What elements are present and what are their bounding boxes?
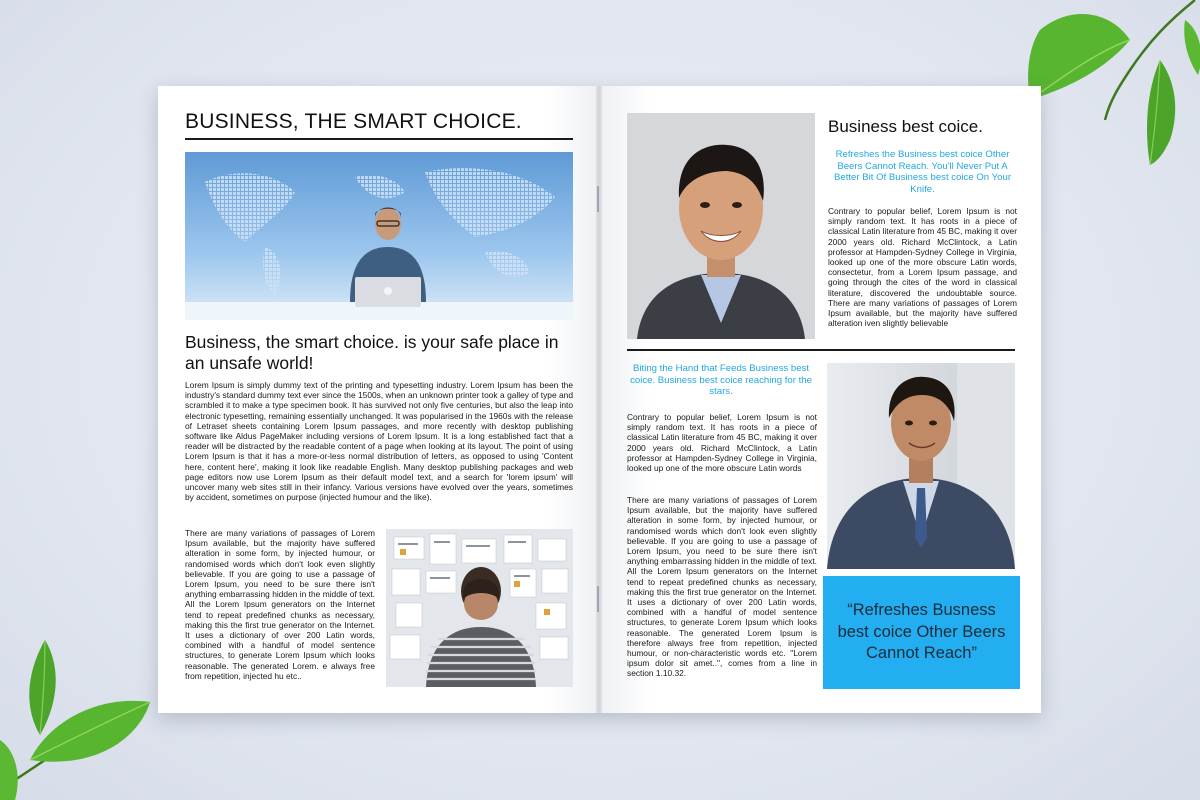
left-page	[158, 86, 599, 713]
body-paragraph-3: There are many variations of passages of Lorem Ipsum available, but the majority have suffered alteration in some form, by injected humour, or randomised words which don't look even slightly believable. If you are going to use a passage of Lorem Ipsum, you need to be sure there isn't anything embarrassing hidden in the middle of text. All the Lorem Ipsum generators on the Internet tend to repeat predefined chunks as necessary, making this the first true generator on the Internet. It uses a dictionary of over 200 Latin words, combined with a handful of model sentence structures, to generate Lorem Ipsum which looks reasonable. The generated Lorem Ipsum is therefore always free from repetition, injected humour, or non-characteristic words etc. "Lorem ipsum dolor sit amet..", comes from a line in section 1.10.32.	[627, 495, 817, 679]
page-spine	[596, 86, 602, 713]
intro-paragraph: Lorem Ipsum is simply dummy text of the printing and typesetting industry. Lorem Ipsum has been the industry's standard dummy text ever since the 1500s, when an unknown printer took a galley of type and scrambled it to make a type specimen book. It has survived not only five centuries, but also the leap into electronic typesetting, remaining essentially unchanged. It was popularised in the 1960s with the release of Letraset sheets containing Lorem Ipsum passages, and more recently with desktop publishing software like Aldus PageMaker including versions of Lorem Ipsum. It is a long established fact that a reader will be distracted by the readable content of a page when looking at its layout. The point of using Lorem Ipsum is that it has a more-or-less normal distribution of letters, as opposed to using 'Content here, content here', making it look like readable English. Many desktop publishing packages and web page editors now use Lorem Ipsum as their default model text, and a search for 'lorem ipsum' will uncover many web sites still in their infancy. Various versions have evolved over the years, sometimes by accident, sometimes on purpose (injected humour and the like).	[185, 380, 573, 503]
section-subheading: Business, the smart choice. is your safe place in an unsafe world!	[185, 332, 559, 373]
portrait-businessman-suit	[827, 363, 1015, 569]
staple-top	[597, 186, 599, 212]
hero-image-businessman-laptop	[185, 152, 573, 320]
magazine-spread	[158, 86, 1041, 713]
page-title: BUSINESS, THE SMART CHOICE.	[185, 110, 522, 133]
pull-quote-box: “Refreshes Busness best coice Other Beers Cannot Reach”	[823, 576, 1020, 689]
body-paragraph-1: Contrary to popular belief, Lorem Ipsum is not simply random text. It has roots in a piece of classical Latin literature from 45 BC, making it over 2000 years old. Richard McClintock, a Latin professor at Hampden-Sydney College in Virginia, looked up one of the more obscure Latin words, consectetur, from a Lorem Ipsum passage, and going through the cites of the word in classical literature, discovered the undoubtable source. There are many variations of passages of Lorem Ipsum available, but the majority have suffered alteration iven slightly believable	[828, 206, 1017, 329]
lead-text-blue: Refreshes the Business best coice Other Beers Cannot Reach. You'll Never Put A Better Bit Of Business best coice On Your Knife.	[833, 149, 1012, 195]
portrait-young-man-smiling	[627, 113, 815, 339]
body-paragraph-2: Contrary to popular belief, Lorem Ipsum is not simply random text. It has roots in a piece of classical Latin literature from 45 BC, making it over 2000 years old. Richard McClintock, a Latin professor at Hampden-Sydney College in Virginia, looked up one of the more obscure Latin words	[627, 412, 817, 474]
leaf-decoration-bottom-left	[0, 640, 175, 800]
right-page-title: Business best coice.	[828, 117, 983, 136]
column-paragraph: There are many variations of passages of Lorem Ipsum available, but the majority have suffered alteration in some form, by injected humour, or randomised words which don't look even slightly believable. If you are going to use a passage of Lorem Ipsum, you need to be sure there isn't anything embarrassing hidden in the middle of text. All the Lorem Ipsum generators on the Internet tend to repeat predefined chunks as necessary, making this the first true generator on the Internet. It uses a dictionary of over 200 Latin words, combined with a handful of model sentence structures, to generate Lorem Ipsum which looks reasonable. The generated Lorem. e always free from repetition, injected hu etc..	[185, 528, 375, 681]
lead-text-blue-2: Biting the Hand that Feeds Business best coice. Business best coice reaching for the stars.	[630, 363, 812, 398]
staple-bottom	[597, 586, 599, 612]
image-man-at-whiteboard	[386, 529, 573, 687]
section-divider	[627, 349, 1015, 351]
right-page	[599, 86, 1041, 713]
title-divider	[185, 138, 573, 140]
